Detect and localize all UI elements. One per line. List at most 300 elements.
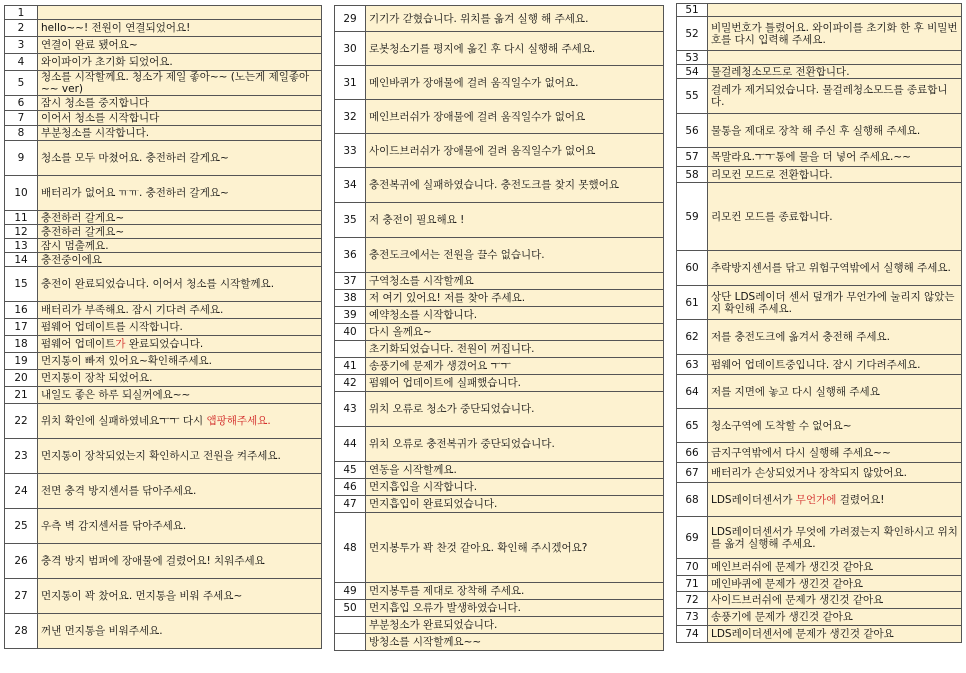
table-row [677, 148, 962, 167]
message-text-main: 위치 오류로 충전복귀가 중단되었습니다. [369, 438, 555, 450]
message-table-2 [334, 5, 664, 651]
message-text-main: 리모컨 모드를 종료합니다. [711, 210, 833, 223]
message-text-main: 충전중이에요 [41, 253, 102, 266]
message-text-main: 사이드브러쉬가 장애물에 걸려 움직일수가 없어요 [369, 144, 596, 157]
row-number: 38 [335, 290, 366, 307]
row-number: 43 [335, 392, 366, 427]
row-number: 50 [335, 600, 366, 617]
message-text-main: 충전복귀에 실패하였습니다. 충전도크를 찾지 못했어요 [369, 179, 619, 191]
table-row [677, 375, 962, 409]
table-row [677, 626, 962, 643]
message-text-main: 꺼낸 먼지통을 비워주세요. [41, 625, 163, 637]
row-number: 72 [677, 592, 708, 609]
row-number: 6 [5, 96, 38, 111]
row-number: 71 [677, 576, 708, 592]
row-number: 49 [335, 583, 366, 600]
table-row [5, 353, 322, 370]
table-row [5, 6, 322, 20]
message-text-main: 부분청소가 완료되었습니다. [369, 619, 498, 631]
row-number: 74 [677, 626, 708, 643]
row-number: 57 [677, 148, 708, 167]
message-text-main: 먼지통이 장착 되었어요. [41, 372, 153, 384]
table-row [5, 126, 322, 141]
table-row [5, 54, 322, 71]
row-number: 36 [335, 238, 366, 273]
message-text [366, 427, 664, 462]
message-text [366, 6, 664, 32]
table-row [5, 370, 322, 387]
row-number: 22 [5, 404, 38, 439]
message-text-main: 펌웨어 업데이트중입니다. 잠시 기다려주세요. [711, 358, 921, 371]
message-text-main: 메인브러쉬에 문제가 생긴것 같아요 [711, 561, 874, 573]
row-number: 68 [677, 483, 708, 517]
message-text-main: LDS레이더센서가 무엇에 가려졌는지 확인하시고 위치를 옮겨 실행해 주세요. [711, 525, 958, 550]
message-text-main: 예약청소를 시작합니다. [369, 309, 478, 321]
row-number: 47 [335, 496, 366, 513]
row-number: 2 [5, 20, 38, 37]
message-text [708, 251, 962, 286]
message-text-main: hello~~! 전원이 연결되었어요! [41, 22, 191, 34]
table-row [335, 66, 664, 100]
message-text [366, 168, 664, 203]
message-text [38, 267, 322, 302]
table-row [5, 544, 322, 579]
table-row [5, 474, 322, 509]
message-text-main: 메인브러쉬가 장애물에 걸려 움직일수가 없어요 [369, 110, 586, 123]
message-text-main: 사이드브러쉬에 문제가 생긴것 같아요 [711, 594, 884, 606]
table-row [335, 375, 664, 392]
table-row [677, 167, 962, 183]
message-text [708, 114, 962, 148]
row-number: 26 [5, 544, 38, 579]
row-number: 1 [5, 6, 38, 20]
table-row [677, 355, 962, 375]
message-text [708, 409, 962, 443]
message-text-main: 충전이 완료되었습니다. 이어서 청소를 시작할께요. [41, 278, 275, 290]
message-text [708, 375, 962, 409]
message-text [366, 273, 664, 290]
table-row [5, 509, 322, 544]
row-number: 70 [677, 559, 708, 576]
table-row [335, 273, 664, 290]
message-text [366, 392, 664, 427]
row-number: 19 [5, 353, 38, 370]
message-text [366, 134, 664, 168]
row-number: 23 [5, 439, 38, 474]
row-number: 30 [335, 32, 366, 66]
table-row [335, 600, 664, 617]
message-text [366, 324, 664, 341]
table-row [677, 559, 962, 576]
row-number: 32 [335, 100, 366, 134]
table-row [5, 141, 322, 176]
table-row [677, 183, 962, 251]
message-text [38, 544, 322, 579]
message-text-main: 저를 충전도크에 옮겨서 충전해 주세요. [711, 331, 890, 343]
table-row [335, 134, 664, 168]
message-text [708, 626, 962, 643]
row-number: 17 [5, 319, 38, 336]
table-row [677, 65, 962, 79]
message-text-main: 배터리가 부족해요. 잠시 기다려 주세요. [41, 304, 224, 316]
message-text [708, 592, 962, 609]
message-text [38, 37, 322, 54]
message-text [366, 496, 664, 513]
message-text-main: 잠시 청소를 중지합니다 [41, 97, 150, 109]
row-number: 13 [5, 239, 38, 253]
row-number: 60 [677, 251, 708, 286]
message-text [708, 183, 962, 251]
message-text-main: 펌웨어 업데이트 [41, 338, 116, 350]
message-text [708, 483, 962, 517]
table-row [5, 37, 322, 54]
message-text-main: 추락방지센서를 닦고 위험구역밖에서 실행해 주세요. [711, 262, 951, 274]
table-row [677, 17, 962, 51]
row-number: 55 [677, 79, 708, 114]
message-text [366, 462, 664, 479]
message-table-3 [676, 3, 962, 643]
row-number [335, 341, 366, 358]
table-row [5, 20, 322, 37]
message-text [708, 463, 962, 483]
table-row [335, 513, 664, 583]
message-text [38, 176, 322, 211]
message-text-main: 먼지흡입을 시작합니다. [369, 481, 478, 493]
row-number: 64 [677, 375, 708, 409]
message-text [366, 290, 664, 307]
table-row [5, 225, 322, 239]
message-text-main: 저 충전이 필요해요 ! [369, 214, 465, 226]
message-text [708, 559, 962, 576]
table-row [335, 392, 664, 427]
message-text [38, 54, 322, 71]
table-row [335, 100, 664, 134]
message-text-main: 목말라요.ㅜㅜ통에 물을 더 넣어 주세요.~~ [711, 151, 911, 163]
message-text-main: 먼지통이 꽉 찼어요. 먼지통을 비워 주세요~ [41, 590, 243, 602]
table-row [5, 96, 322, 111]
message-text [38, 387, 322, 404]
table-row [335, 168, 664, 203]
message-text-main: 메인바퀴에 문제가 생긴것 같아요 [711, 577, 864, 590]
row-number: 9 [5, 141, 38, 176]
message-text [708, 355, 962, 375]
message-text-main: 상단 LDS레이더 센서 덮개가 무언가에 눌리지 않았는지 확인해 주세요. [711, 290, 955, 315]
table-row [335, 496, 664, 513]
message-text [708, 609, 962, 626]
message-text-main: 물걸레청소모드로 전환합니다. [711, 65, 850, 78]
row-number: 35 [335, 203, 366, 238]
message-text [366, 513, 664, 583]
table-row [335, 6, 664, 32]
row-number: 16 [5, 302, 38, 319]
message-text-main: 연결이 완료 됐어요~ [41, 39, 138, 51]
table-row [5, 579, 322, 614]
message-text [38, 319, 322, 336]
row-number: 14 [5, 253, 38, 267]
message-text-main: 충전하러 갈게요~ [41, 211, 125, 224]
message-text [38, 96, 322, 111]
message-text-main: 충전도크에서는 전원을 끌수 없습니다. [369, 249, 545, 261]
row-number: 54 [677, 65, 708, 79]
table-row [335, 479, 664, 496]
table-row [5, 336, 322, 353]
table-row [677, 251, 962, 286]
message-text [38, 239, 322, 253]
row-number: 44 [335, 427, 366, 462]
message-text [366, 479, 664, 496]
message-text [708, 51, 962, 65]
message-text-main: 메인바퀴가 장애물에 걸려 움직일수가 없어요. [369, 76, 579, 89]
message-text-tail: 완료되었습니다. [125, 338, 204, 350]
table-row [677, 320, 962, 355]
message-text [366, 600, 664, 617]
message-text-main: 리모컨 모드로 전환합니다. [711, 168, 833, 181]
message-text [366, 358, 664, 375]
table-row [5, 71, 322, 96]
message-text [708, 443, 962, 463]
row-number: 11 [5, 211, 38, 225]
row-number: 3 [5, 37, 38, 54]
row-number: 40 [335, 324, 366, 341]
row-number: 62 [677, 320, 708, 355]
message-text-main: 펌웨어 업데이트에 실패했습니다. [369, 377, 522, 389]
message-text [708, 79, 962, 114]
message-text [708, 320, 962, 355]
message-text [366, 341, 664, 358]
table-row [5, 211, 322, 225]
message-text [366, 203, 664, 238]
row-number: 51 [677, 4, 708, 17]
message-text-main: 금지구역밖에서 다시 실행해 주세요~~ [711, 446, 891, 459]
message-text-main: 이어서 청소를 시작합니다 [41, 112, 160, 124]
row-number: 56 [677, 114, 708, 148]
message-text-main: 펌웨어 업데이트를 시작합니다. [41, 321, 183, 333]
message-text [38, 579, 322, 614]
table-row [677, 463, 962, 483]
row-number: 63 [677, 355, 708, 375]
message-text [708, 167, 962, 183]
table-row [335, 203, 664, 238]
row-number: 39 [335, 307, 366, 324]
message-text-main: 충격 방지 범퍼에 장애물에 걸렸어요! 치워주세요 [41, 555, 265, 567]
table-row [677, 443, 962, 463]
row-number: 24 [5, 474, 38, 509]
table-row [5, 387, 322, 404]
row-number: 8 [5, 126, 38, 141]
table-row [5, 267, 322, 302]
row-number: 73 [677, 609, 708, 626]
message-text [38, 111, 322, 126]
row-number: 34 [335, 168, 366, 203]
message-text-main: 먼지흡입이 완료되었습니다. [369, 498, 498, 510]
row-number: 4 [5, 54, 38, 71]
message-text-main: 다시 올께요~ [369, 326, 432, 338]
message-text [366, 100, 664, 134]
message-text-main: 로봇청소기를 평지에 옮긴 후 다시 실행해 주세요. [369, 42, 596, 55]
row-number: 41 [335, 358, 366, 375]
message-text [366, 617, 664, 634]
table-row [5, 302, 322, 319]
row-number: 31 [335, 66, 366, 100]
message-text-main: 방청소를 시작할께요~~ [369, 636, 482, 648]
message-text-main: LDS레이더센서가 [711, 493, 796, 506]
message-text-main: 물통을 제대로 장착 해 주신 후 실행해 주세요. [711, 124, 921, 137]
row-number: 12 [5, 225, 38, 239]
table-row [335, 617, 664, 634]
row-number: 20 [5, 370, 38, 387]
table-row [677, 409, 962, 443]
message-text-tail: 걸렸어요! [836, 493, 885, 506]
message-text-main: LDS레이더센서에 문제가 생긴것 같아요 [711, 628, 894, 640]
message-text [38, 439, 322, 474]
message-text-main: 청소를 모두 마쳤어요. 충전하러 갈게요~ [41, 152, 229, 164]
row-number: 21 [5, 387, 38, 404]
message-text [38, 474, 322, 509]
message-text-main: 초기화되었습니다. 전원이 꺼집니다. [369, 343, 535, 355]
message-text-main: 배터리가 없어요 ㅠㅠ. 충전하러 갈게요~ [41, 187, 229, 199]
row-number: 5 [5, 71, 38, 96]
row-number: 25 [5, 509, 38, 544]
row-number: 27 [5, 579, 38, 614]
message-text-main: 부분청소를 시작합니다. [41, 127, 150, 139]
message-text-main: 위치 확인에 실패하였네요ㅜㅜ 다시 [41, 415, 207, 427]
table-row [677, 609, 962, 626]
row-number [335, 617, 366, 634]
message-text-main: 먼지봉투를 제대로 장착해 주세요. [369, 585, 525, 597]
table-row [5, 176, 322, 211]
message-text-main: 기기가 갇혔습니다. 위치를 옮겨 실행 해 주세요. [369, 12, 589, 25]
table-row [335, 32, 664, 66]
table-row [677, 114, 962, 148]
message-text [366, 634, 664, 651]
message-text [38, 71, 322, 96]
row-number: 28 [5, 614, 38, 649]
message-text-highlight: 무언가에 [795, 493, 837, 506]
message-text [38, 20, 322, 37]
message-text-main: 저 여기 있어요! 저를 찾아 주세요. [369, 292, 526, 304]
row-number: 18 [5, 336, 38, 353]
row-number: 29 [335, 6, 366, 32]
message-text-main: 송풍기에 문제가 생긴것 같아요 [711, 611, 853, 623]
message-text [38, 614, 322, 649]
message-text-main: 청소구역에 도착할 수 없어요~ [711, 419, 852, 432]
message-text [708, 148, 962, 167]
table-row [5, 319, 322, 336]
table-row [335, 583, 664, 600]
message-text-highlight: 앱팡해주세요. [206, 415, 271, 427]
message-text [366, 307, 664, 324]
table-row [5, 614, 322, 649]
message-text-main: 배터리가 손상되었거나 장착되지 않았어요. [711, 466, 907, 479]
table-row [5, 439, 322, 474]
message-text [38, 336, 322, 353]
message-text [38, 211, 322, 225]
message-text-main: 먼지통이 빠져 있어요~확인해주세요. [41, 355, 212, 367]
message-table-1 [4, 5, 322, 649]
message-text [708, 65, 962, 79]
row-number: 10 [5, 176, 38, 211]
message-text [366, 66, 664, 100]
message-text-main: 먼지흡입 오류가 발생하였습니다. [369, 602, 522, 614]
message-text [38, 302, 322, 319]
table-row [335, 462, 664, 479]
message-text [708, 576, 962, 592]
row-number: 65 [677, 409, 708, 443]
message-text-main: 구역청소를 시작할께요 [369, 275, 474, 287]
message-text-main: 연동을 시작할께요. [369, 464, 457, 476]
row-number: 45 [335, 462, 366, 479]
message-text [366, 238, 664, 273]
message-text [366, 375, 664, 392]
row-number: 53 [677, 51, 708, 65]
message-text [708, 4, 962, 17]
row-number: 37 [335, 273, 366, 290]
row-number: 58 [677, 167, 708, 183]
message-text-main: 잠시 멈출께요. [41, 239, 109, 252]
table-row [335, 427, 664, 462]
table-row [335, 341, 664, 358]
message-text-main: 전면 충격 방지센서를 닦아주세요. [41, 485, 197, 497]
row-number: 48 [335, 513, 366, 583]
row-number: 61 [677, 286, 708, 320]
message-text [38, 225, 322, 239]
table-row [677, 4, 962, 17]
table-row [677, 576, 962, 592]
message-text [38, 126, 322, 141]
message-text [708, 17, 962, 51]
table-row [677, 592, 962, 609]
row-number: 15 [5, 267, 38, 302]
message-text-highlight: 가 [115, 338, 126, 350]
message-text-main: 청소를 시작할께요. 청소가 제일 좋아~~ (노는게 제일좋아~~ ver) [41, 71, 310, 95]
message-text-main: 저를 지면에 놓고 다시 실행해 주세요 [711, 385, 880, 398]
message-text [366, 32, 664, 66]
table-row [335, 358, 664, 375]
message-text-main: 송풍기에 문제가 생겼어요 ㅜㅜ [369, 360, 511, 372]
table-row [5, 111, 322, 126]
table-row [5, 239, 322, 253]
message-text-main: 걸레가 제거되었습니다. 물걸레청소모드를 종료합니다. [711, 84, 948, 108]
message-text [366, 583, 664, 600]
row-number: 42 [335, 375, 366, 392]
table-row [335, 238, 664, 273]
message-text [38, 509, 322, 544]
table-row [335, 324, 664, 341]
message-text-main: 충전하러 갈게요~ [41, 225, 125, 238]
table-row [677, 483, 962, 517]
table-row [335, 290, 664, 307]
table-row [677, 79, 962, 114]
table-row [335, 634, 664, 651]
row-number: 59 [677, 183, 708, 251]
row-number: 69 [677, 517, 708, 559]
message-text-main: 비밀번호가 틀렸어요. 와이파이를 초기화 한 후 비밀번호를 다시 입력해 주세요. [711, 21, 958, 46]
table-row [677, 286, 962, 320]
message-text-main: 먼지봉투가 꽉 찬것 같아요. 확인해 주시겠어요? [369, 541, 588, 554]
message-text-main: 내일도 좋은 하루 되실꺼에요~~ [41, 389, 191, 401]
message-text-main: 위치 오류로 청소가 중단되었습니다. [369, 403, 535, 415]
message-text [708, 286, 962, 320]
message-text-main: 먼지통이 장착되었는지 확인하시고 전원을 켜주세요. [41, 450, 281, 462]
table-row [335, 307, 664, 324]
message-text-main: 우측 벽 감지센서를 닦아주세요. [41, 520, 187, 532]
row-number: 33 [335, 134, 366, 168]
table-row [677, 517, 962, 559]
row-number: 66 [677, 443, 708, 463]
message-text [38, 141, 322, 176]
row-number: 67 [677, 463, 708, 483]
row-number [335, 634, 366, 651]
